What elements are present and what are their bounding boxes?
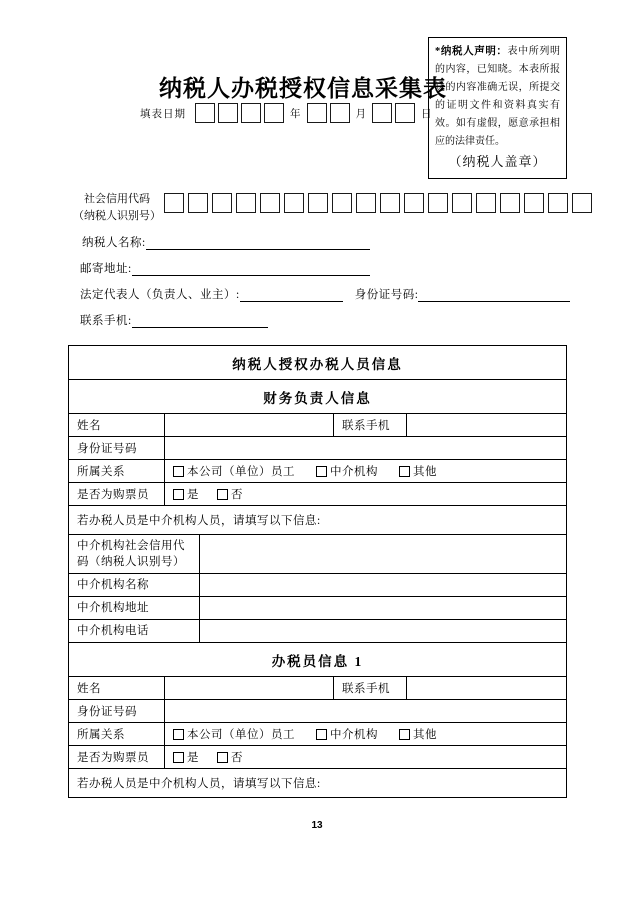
fill-box[interactable] — [356, 193, 376, 213]
checkbox-option[interactable] — [316, 463, 378, 479]
contact-mobile-field — [80, 312, 268, 328]
cfo-section-title: 财务负责人信息 — [263, 390, 372, 406]
checkbox-icon[interactable] — [173, 752, 184, 763]
contact-mobile-label: 联系手机: — [80, 315, 132, 327]
id-label: 身份证号码 — [77, 706, 137, 718]
cfo-agency-phone-input-cell[interactable] — [199, 620, 566, 642]
mobile-label: 联系手机 — [342, 420, 390, 432]
clerk1-id-label-cell — [69, 700, 164, 722]
fill-box[interactable] — [372, 103, 392, 123]
checkbox-option-label: 其他 — [413, 729, 437, 741]
cfo-mobile-label-cell — [333, 414, 406, 436]
checkbox-icon[interactable] — [399, 466, 410, 477]
id-number-input-line[interactable] — [418, 288, 570, 302]
cfo-agency-address-input-cell[interactable] — [199, 597, 566, 619]
cfo-agency-note-cell — [69, 506, 566, 534]
clerk1-relation-row — [69, 722, 566, 745]
checkbox-option[interactable] — [173, 486, 199, 502]
checkbox-option[interactable] — [217, 749, 243, 765]
fill-box[interactable] — [548, 193, 568, 213]
day-suffix: 日 — [421, 108, 432, 120]
cfo-name-row — [69, 413, 566, 436]
fill-box[interactable] — [524, 193, 544, 213]
relation-label: 所属关系 — [77, 729, 125, 741]
fill-box[interactable] — [452, 193, 472, 213]
fill-box[interactable] — [307, 103, 327, 123]
relation-label: 所属关系 — [77, 466, 125, 478]
clerk1-agency-note-cell — [69, 769, 566, 797]
month-boxes — [307, 103, 350, 123]
cfo-agency-code-row — [69, 534, 566, 573]
fill-box[interactable] — [572, 193, 592, 213]
cfo-id-input-cell[interactable] — [164, 437, 566, 459]
table-title: 纳税人授权办税人员信息 — [232, 356, 403, 372]
day-boxes — [372, 103, 415, 123]
checkbox-option-label: 否 — [231, 752, 243, 764]
cfo-id-label-cell — [69, 437, 164, 459]
agency-note: 若办税人员是中介机构人员，请填写以下信息: — [77, 778, 321, 790]
cfo-agency-note-row — [69, 505, 566, 534]
agency-phone-label: 中介机构电话 — [77, 625, 149, 637]
fill-date-label: 填表日期 — [140, 108, 186, 120]
cfo-relation-options — [173, 463, 437, 479]
fill-box[interactable] — [241, 103, 261, 123]
declaration-body: 表中所列明的内容，已知晓。本表所报送的内容准确无误，所提交的证明文件和资料真实有效。如有虚假，愿意承担相应的法律责任。 — [435, 46, 561, 147]
authorized-personnel-table — [68, 345, 567, 798]
taxpayer-stamp-label: （纳税人盖章） — [448, 154, 547, 169]
fill-box[interactable] — [476, 193, 496, 213]
credit-code-label-line1: 社会信用代码 — [84, 193, 150, 205]
fill-box[interactable] — [428, 193, 448, 213]
cfo-agency-name-label-cell — [69, 574, 199, 596]
clerk1-purchaser-row — [69, 745, 566, 768]
fill-box[interactable] — [284, 193, 304, 213]
checkbox-option[interactable] — [399, 463, 437, 479]
clerk1-section-header — [69, 642, 566, 676]
mobile-label: 联系手机 — [342, 683, 390, 695]
fill-box[interactable] — [308, 193, 328, 213]
name-label: 姓名 — [77, 683, 101, 695]
checkbox-option[interactable] — [173, 463, 295, 479]
clerk1-name-row — [69, 676, 566, 699]
clerk1-name-label-cell — [69, 677, 164, 699]
clerk1-relation-options-cell — [164, 723, 566, 745]
cfo-agency-name-row — [69, 573, 566, 596]
year-boxes — [195, 103, 284, 123]
clerk1-id-input-cell[interactable] — [164, 700, 566, 722]
month-suffix: 月 — [355, 108, 366, 120]
taxpayer-name-label: 纳税人名称: — [82, 237, 146, 249]
id-number-label: 身份证号码: — [354, 289, 419, 301]
clerk1-id-row — [69, 699, 566, 722]
mail-address-input-line[interactable] — [132, 262, 370, 276]
fill-box[interactable] — [188, 193, 208, 213]
clerk1-mobile-input-cell[interactable] — [406, 677, 566, 699]
declaration-label: *纳税人声明： — [435, 46, 508, 57]
credit-code-label-line2: （纳税人识别号） — [73, 210, 161, 222]
checkbox-option-label: 中介机构 — [330, 466, 378, 478]
page-title: 纳税人办税授权信息采集表 — [159, 76, 447, 101]
clerk1-mobile-label-cell — [333, 677, 406, 699]
fill-box[interactable] — [500, 193, 520, 213]
checkbox-option[interactable] — [399, 726, 437, 742]
cfo-name-input-cell[interactable] — [164, 414, 333, 436]
checkbox-option-label: 本公司（单位）员工 — [187, 466, 295, 478]
checkbox-icon[interactable] — [173, 729, 184, 740]
cfo-agency-address-row — [69, 596, 566, 619]
cfo-mobile-input-cell[interactable] — [406, 414, 566, 436]
fill-box[interactable] — [195, 103, 215, 123]
checkbox-option[interactable] — [173, 749, 199, 765]
name-label: 姓名 — [77, 420, 101, 432]
clerk1-section-title: 办税员信息 1 — [271, 653, 364, 669]
checkbox-option-label: 其他 — [413, 466, 437, 478]
clerk1-purchaser-label-cell — [69, 746, 164, 768]
cfo-id-row — [69, 436, 566, 459]
contact-mobile-input-line[interactable] — [132, 314, 268, 328]
legal-rep-input-line[interactable] — [240, 288, 343, 302]
checkbox-icon[interactable] — [399, 729, 410, 740]
fill-box[interactable] — [330, 103, 350, 123]
cfo-relation-options-cell — [164, 460, 566, 482]
clerk1-relation-options — [173, 726, 437, 742]
agency-code-label: 中介机构社会信用代码（纳税人识别号） — [77, 540, 185, 568]
table-title-row — [69, 346, 566, 379]
id-label: 身份证号码 — [77, 443, 137, 455]
fill-box[interactable] — [164, 193, 184, 213]
cfo-agency-phone-row — [69, 619, 566, 642]
checkbox-icon[interactable] — [217, 752, 228, 763]
declaration-text — [435, 43, 560, 151]
checkbox-option-label: 是 — [187, 752, 199, 764]
cfo-purchaser-options-cell — [164, 483, 566, 505]
clerk1-relation-label-cell — [69, 723, 164, 745]
checkbox-option-label: 中介机构 — [330, 729, 378, 741]
fill-box[interactable] — [332, 193, 352, 213]
checkbox-option-label: 是 — [187, 489, 199, 501]
year-suffix: 年 — [290, 108, 301, 120]
page-number: 13 — [311, 820, 323, 831]
taxpayer-name-input-line[interactable] — [146, 236, 370, 250]
legal-rep-field — [80, 286, 570, 302]
agency-name-label: 中介机构名称 — [77, 579, 149, 591]
checkbox-icon[interactable] — [316, 466, 327, 477]
checkbox-option-label: 否 — [231, 489, 243, 501]
clerk1-agency-note-row — [69, 768, 566, 797]
cfo-agency-name-input-cell[interactable] — [199, 574, 566, 596]
purchaser-label: 是否为购票员 — [77, 489, 149, 501]
clerk1-name-input-cell[interactable] — [164, 677, 333, 699]
checkbox-option[interactable] — [173, 726, 295, 742]
checkbox-icon[interactable] — [316, 729, 327, 740]
checkbox-option-label: 本公司（单位）员工 — [187, 729, 295, 741]
clerk1-purchaser-options — [173, 749, 243, 765]
cfo-purchaser-row — [69, 482, 566, 505]
cfo-purchaser-options — [173, 486, 243, 502]
fill-box[interactable] — [260, 193, 280, 213]
taxpayer-name-field — [82, 234, 370, 250]
checkbox-icon[interactable] — [173, 489, 184, 500]
agency-address-label: 中介机构地址 — [77, 602, 149, 614]
cfo-agency-address-label-cell — [69, 597, 199, 619]
checkbox-option[interactable] — [316, 726, 378, 742]
fill-box[interactable] — [404, 193, 424, 213]
credit-code-label — [70, 191, 164, 225]
cfo-agency-code-label-cell — [69, 535, 199, 573]
mail-address-field — [80, 260, 370, 276]
cfo-agency-phone-label-cell — [69, 620, 199, 642]
fill-date-row — [140, 103, 438, 123]
checkbox-icon[interactable] — [173, 466, 184, 477]
clerk1-purchaser-options-cell — [164, 746, 566, 768]
checkbox-icon[interactable] — [217, 489, 228, 500]
cfo-relation-label-cell — [69, 460, 164, 482]
cfo-name-label-cell — [69, 414, 164, 436]
checkbox-option[interactable] — [217, 486, 243, 502]
fill-box[interactable] — [380, 193, 400, 213]
fill-box[interactable] — [395, 103, 415, 123]
cfo-purchaser-label-cell — [69, 483, 164, 505]
fill-box[interactable] — [264, 103, 284, 123]
cfo-agency-code-input-cell[interactable] — [199, 535, 566, 573]
fill-box[interactable] — [218, 103, 238, 123]
cfo-section-header — [69, 379, 566, 413]
agency-note: 若办税人员是中介机构人员，请填写以下信息: — [77, 515, 321, 527]
taxpayer-declaration-box — [428, 37, 567, 179]
legal-rep-label: 法定代表人（负责人、业主）: — [80, 289, 240, 301]
fill-box[interactable] — [236, 193, 256, 213]
mail-address-label: 邮寄地址: — [80, 263, 132, 275]
cfo-relation-row — [69, 459, 566, 482]
purchaser-label: 是否为购票员 — [77, 752, 149, 764]
credit-code-boxes — [164, 193, 592, 213]
fill-box[interactable] — [212, 193, 232, 213]
